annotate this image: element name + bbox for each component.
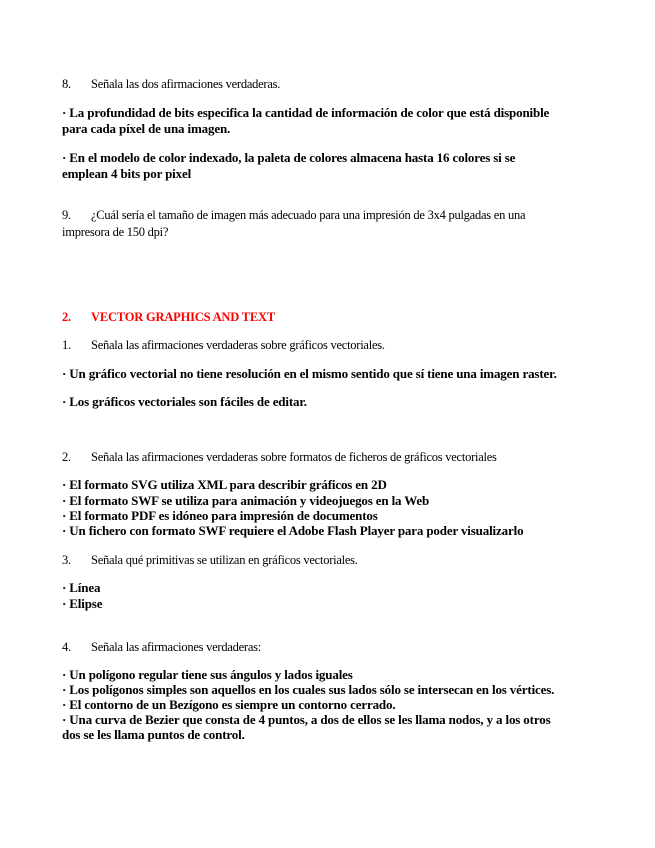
- question-number: 8.: [62, 77, 71, 91]
- question-number: 4.: [62, 640, 71, 654]
- question-text: Señala las dos afirmaciones verdaderas.: [91, 77, 281, 91]
- answer-line: · Elipse: [62, 596, 103, 611]
- question-text: Señala qué primitivas se utilizan en gráficos vectoriales.: [91, 553, 358, 567]
- s2-question-2: [62, 450, 497, 465]
- answer-line: · Un fichero con formato SWF requiere el Adobe Flash Player para poder visualizarlo: [62, 523, 524, 538]
- answer-line: · El formato SVG utiliza XML para describir gráficos en 2D: [62, 477, 387, 492]
- answer-line: · Un polígono regular tiene sus ángulos y lados iguales: [62, 667, 353, 682]
- question-number: 2.: [62, 450, 71, 464]
- question-number: 9.: [62, 208, 71, 222]
- answer-line: para cada píxel de una imagen.: [62, 121, 231, 136]
- section-number: 2.: [62, 310, 71, 324]
- s2-question-3: [62, 553, 358, 568]
- answer-line: dos se les llama puntos de control.: [62, 727, 245, 742]
- question-text: Señala las afirmaciones verdaderas sobre formatos de ficheros de gráficos vectoriales: [91, 450, 497, 464]
- s2-question-4: [62, 640, 261, 655]
- answer-line: · Un gráfico vectorial no tiene resolución en el mismo sentido que sí tiene una imagen raster.: [62, 366, 557, 381]
- question-9: [62, 208, 525, 223]
- answer-line: · Los polígonos simples son aquellos en los cuales sus lados sólo se intersecan en los vértices.: [62, 682, 555, 697]
- answer-line: · El formato SWF se utiliza para animación y videojuegos en la Web: [62, 493, 430, 508]
- question-text: ¿Cuál sería el tamaño de imagen más adecuado para una impresión de 3x4 pulgadas en una: [91, 208, 526, 222]
- answer-line: · El formato PDF es idóneo para impresión de documentos: [62, 508, 378, 523]
- answer-line: · Una curva de Bezier que consta de 4 puntos, a dos de ellos se les llama nodos, y a los otros: [62, 712, 551, 727]
- question-text: Señala las afirmaciones verdaderas:: [91, 640, 261, 654]
- question-number: 1.: [62, 338, 71, 352]
- answer-line: · Los gráficos vectoriales son fáciles de editar.: [62, 394, 307, 409]
- question-text: Señala las afirmaciones verdaderas sobre gráficos vectoriales.: [91, 338, 385, 352]
- section-title: VECTOR GRAPHICS AND TEXT: [91, 310, 276, 324]
- question-8: [62, 77, 280, 92]
- s2-question-1: [62, 338, 385, 353]
- question-text-continuation: impresora de 150 dpi?: [62, 225, 169, 239]
- answer-line: · Línea: [62, 580, 101, 595]
- section-heading: [62, 310, 275, 325]
- answer-line: · El contorno de un Bezígono es siempre un contorno cerrado.: [62, 697, 396, 712]
- answer-line: · En el modelo de color indexado, la paleta de colores almacena hasta 16 colores si se: [62, 150, 516, 165]
- answer-line: emplean 4 bits por pixel: [62, 166, 192, 181]
- question-number: 3.: [62, 553, 71, 567]
- answer-line: · La profundidad de bits especifica la cantidad de información de color que está disponible: [62, 105, 550, 120]
